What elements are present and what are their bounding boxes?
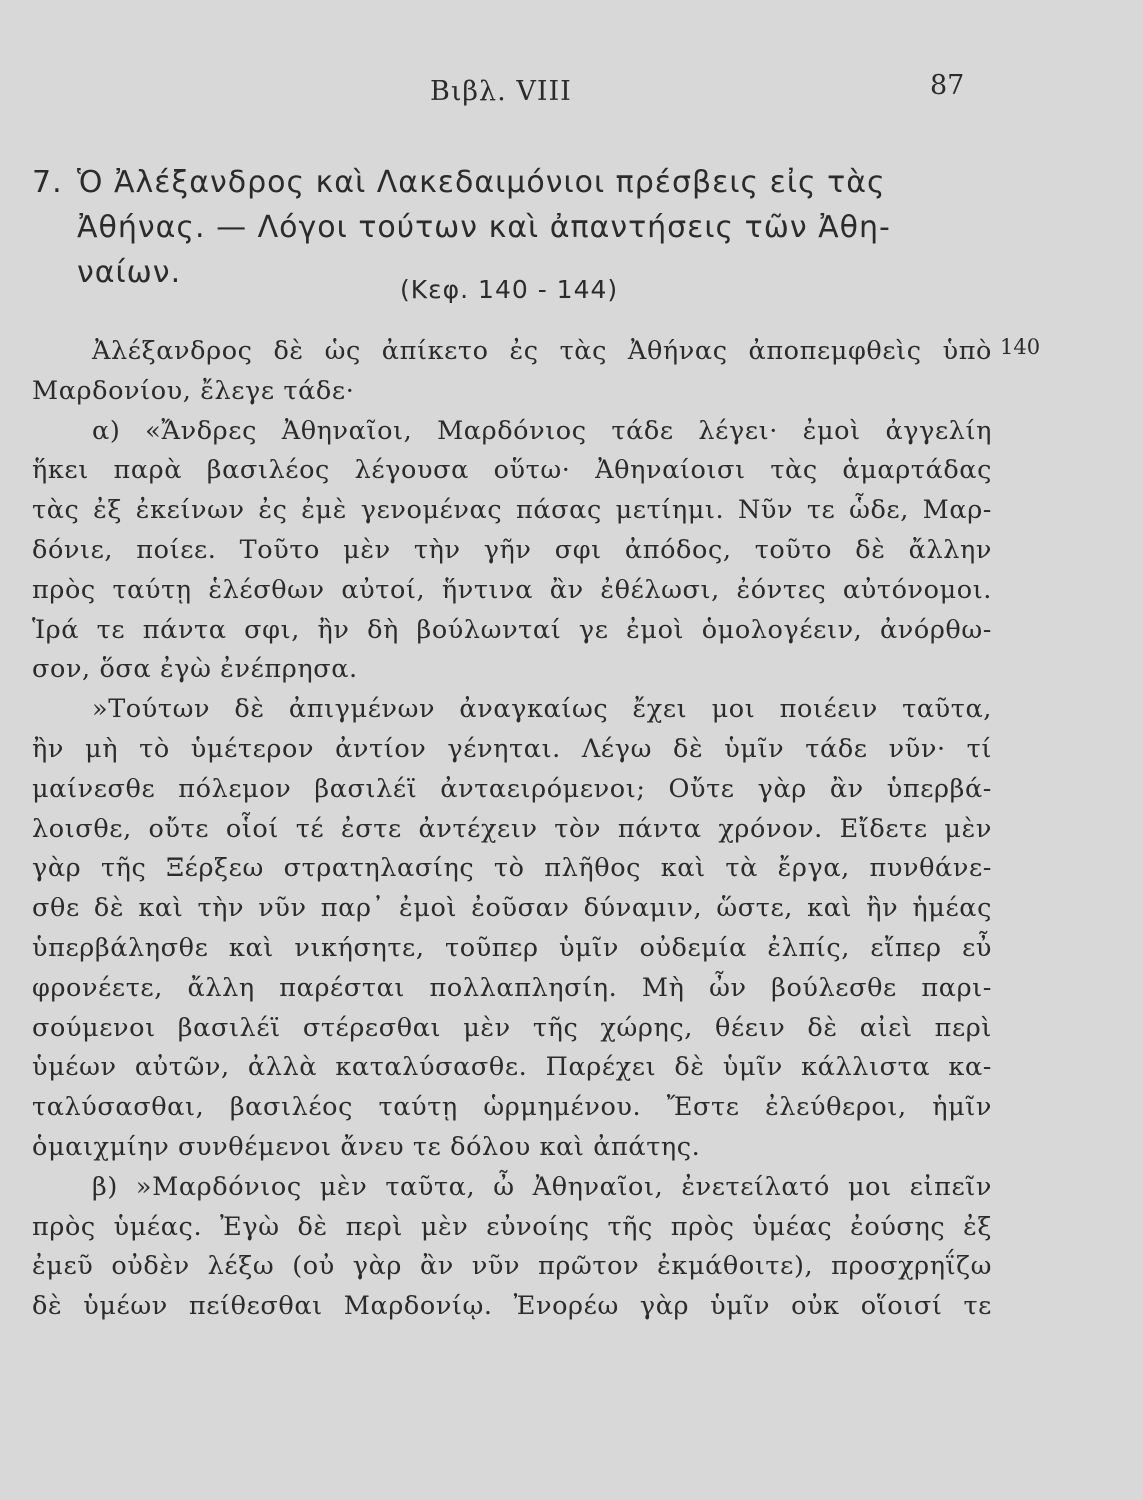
margin-chapter-number: 140	[1000, 335, 1041, 359]
body-text	[32, 332, 992, 1327]
text-line: ὁμαιχμίην συνθέμενοι ἄνευ τε δόλου καὶ ἀπάτης.	[32, 1131, 701, 1162]
text-line: φρονέετε, ἄλλη παρέσται πολλαπλησίη. Μὴ ὦν βούλεσθε παρι-	[32, 972, 992, 1003]
text-line: δόνιε, ποίεε. Τοῦτο μὲν τὴν γῆν σφι ἀπόδος, τοῦτο δὲ ἄλλην	[32, 534, 992, 565]
heading-text-1: Ὁ Ἀλέξανδρος καὶ Λακεδαιμόνιοι πρέσβεις εἰς τὰς	[77, 165, 886, 200]
text-line: τὰς ἐξ ἐκείνων ἐς ἐμὲ γενομένας πάσας μετίημι. Νῦν τε ὧδε, Μαρ-	[32, 495, 992, 526]
text-line: ἥκει παρὰ βασιλέος λέγουσα οὕτω· Ἀθηναίοισι τὰς ἁμαρτάδας	[32, 455, 992, 486]
text-line: γὰρ τῆς Ξέρξεω στρατηλασίης τὸ πλῆθος καὶ τὰ ἔργα, πυνθάνε-	[32, 853, 992, 884]
text-line: δὲ ὑμέων πείθεσθαι Μαρδονίῳ. Ἐνορέω γὰρ ὑμῖν οὐκ οἵοισί τε	[32, 1291, 992, 1322]
text-line: λοισθε, οὔτε οἷοί τέ ἐστε ἀντέχειν τὸν πάντα χρόνον. Εἴδετε μὲν	[32, 813, 992, 844]
text-line: σούμενοι βασιλέϊ στέρεσθαι μὲν τῆς χώρης, θέειν δὲ αἰεὶ περὶ	[32, 1012, 992, 1043]
heading-line-2: Ἀθήνας. — Λόγοι τούτων καὶ ἀπαντήσεις τῶν Ἀθη-	[77, 210, 891, 245]
text-line: »Τούτων δὲ ἀπιγμένων ἀναγκαίως ἔχει μοι ποιέειν ταῦτα,	[92, 694, 992, 725]
text-line: ἢν μὴ τὸ ὑμέτερον ἀντίον γένηται. Λέγω δὲ ὑμῖν τάδε νῦν· τί	[32, 733, 992, 764]
text-line: ὑμέων αὐτῶν, ἀλλὰ καταλύσασθε. Παρέχει δὲ ὑμῖν κάλλιστα κα-	[32, 1052, 992, 1083]
chapter-reference: (Κεφ. 140 - 144)	[400, 275, 619, 304]
running-head: Βιβλ. VIII	[430, 76, 572, 107]
page-number: 87	[930, 70, 965, 101]
text-line: πρὸς ὑμέας. Ἐγὼ δὲ περὶ μὲν εὐνοίης τῆς πρὸς ὑμέας ἐούσης ἐξ	[32, 1211, 992, 1242]
text-line: σθε δὲ καὶ τὴν νῦν παρ᾽ ἐμοὶ ἐοῦσαν δύναμιν, ὥστε, καὶ ἢν ἡμέας	[32, 893, 992, 924]
text-line: Ἀλέξανδρος δὲ ὡς ἀπίκετο ἐς τὰς Ἀθήνας ἀποπεμφθεὶς ὑπὸ	[92, 336, 992, 366]
heading-line-1	[32, 160, 982, 205]
text-line: Ἱρά τε πάντα σφι, ἢν δὴ βούλωνταί γε ἐμοὶ ὁμολογέειν, ἀνόρθω-	[32, 614, 992, 645]
text-line: β) »Μαρδόνιος μὲν ταῦτα, ὦ Ἀθηναῖοι, ἐνετείλατό μοι εἰπεῖν	[92, 1171, 992, 1202]
text-line: α) «Ἄνδρες Ἀθηναῖοι, Μαρδόνιος τάδε λέγει· ἐμοὶ ἀγγελίη	[92, 415, 992, 446]
text-line: ὑπερβάλησθε καὶ νικήσητε, τοῦπερ ὑμῖν οὐδεμία ἐλπίς, εἴπερ εὖ	[32, 932, 992, 963]
text-line: σον, ὅσα ἐγὼ ἐνέπρησα.	[32, 654, 358, 685]
text-line: μαίνεσθε πόλεμον βασιλέϊ ἀνταειρόμενοι; Οὔτε γὰρ ἂν ὑπερβά-	[32, 773, 992, 804]
text-line: ἐμεῦ οὐδὲν λέξω (οὐ γὰρ ἂν νῦν πρῶτον ἐκμάθοιτε), προσχρηΐζω	[32, 1251, 992, 1282]
text-line: ταλύσασθαι, βασιλέος ταύτῃ ὡρμημένου. Ἔστε ἐλεύθεροι, ἡμῖν	[32, 1092, 992, 1123]
text-line: πρὸς ταύτῃ ἑλέσθων αὐτοί, ἥντινα ἂν ἐθέλωσι, ἐόντες αὐτόνομοι.	[32, 574, 992, 605]
section-number: 7.	[32, 165, 63, 200]
heading-line-3: ναίων.	[77, 255, 182, 290]
text-line: Μαρδονίου, ἔλεγε τάδε·	[32, 375, 355, 406]
